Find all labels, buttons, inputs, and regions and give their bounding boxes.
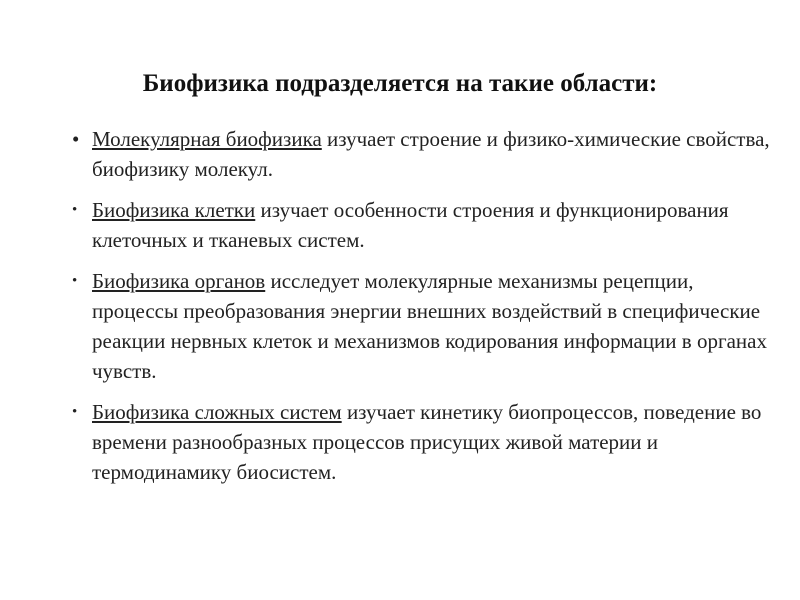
- list-item-molecular: [52, 124, 772, 184]
- term-cell: Биофизика клетки: [92, 198, 256, 222]
- bullet-icon: •: [72, 273, 78, 289]
- list-item-organs: [52, 266, 772, 386]
- term-complex-systems: Биофизика сложных систем: [92, 400, 342, 424]
- term-organs: Биофизика органов: [92, 269, 266, 293]
- description-organs: исследует молекулярные механизмы рецепции, процессы преобразования энергии внешних воздействий в специфические реакции нервных клеток и механизмов кодирования информации в органах чувств.: [92, 269, 767, 383]
- term-molecular: Молекулярная биофизика: [92, 127, 322, 151]
- bullet-icon: •: [72, 202, 78, 218]
- slide-title: Биофизика подразделяется на такие области:: [142, 70, 658, 97]
- description-molecular: изучает строение и физико-химические свойства, биофизику молекул.: [92, 127, 770, 181]
- topic-list: [52, 124, 772, 498]
- bullet-icon: •: [72, 404, 78, 420]
- list-item-cell: [52, 195, 772, 255]
- description-complex-systems: изучает кинетику биопроцессов, поведение во времени разнообразных процессов присущих живой материи и термодинамику биосистем.: [92, 400, 762, 484]
- description-cell: изучает особенности строения и функционирования клеточных и тканевых систем.: [92, 198, 729, 252]
- list-item-complex-systems: [52, 397, 772, 487]
- bullet-icon: •: [72, 127, 80, 151]
